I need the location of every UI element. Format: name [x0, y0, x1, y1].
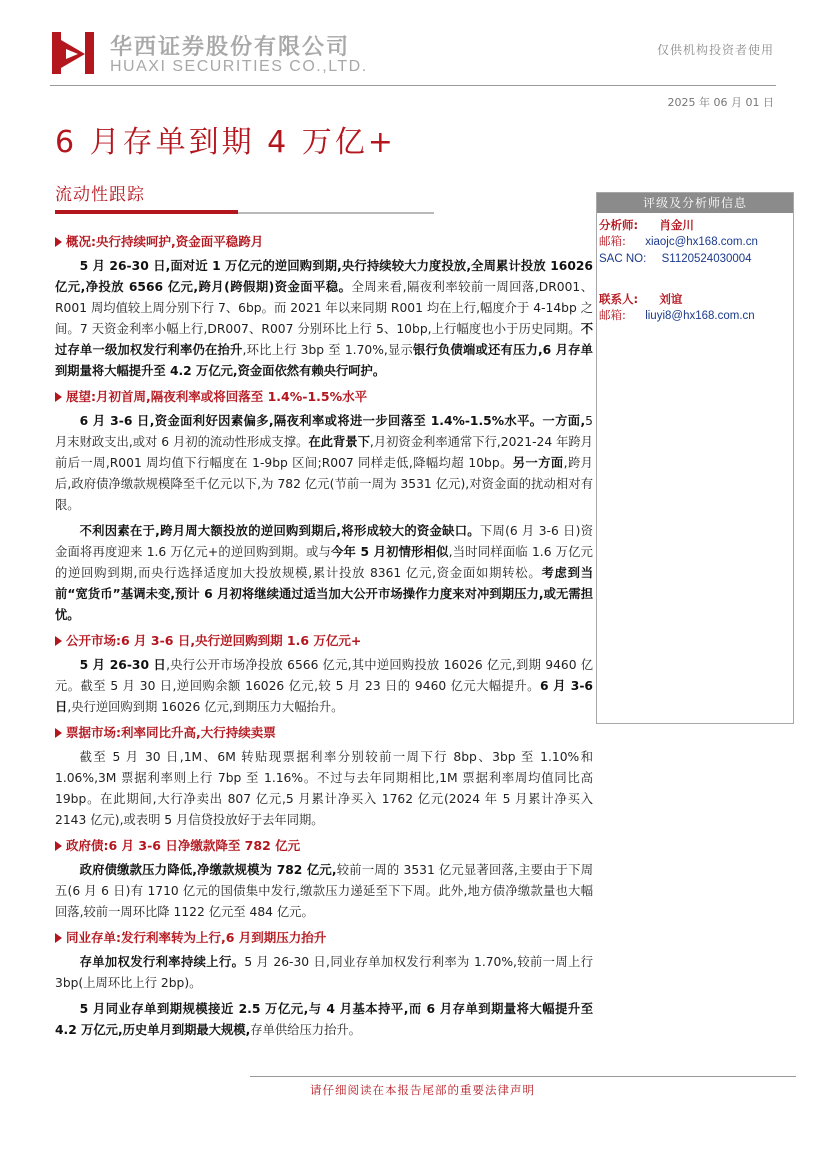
body-text: 下周(6 月 3-6 日)资金面将再度迎来 1.6 万亿元+的逆回购到期。或与	[55, 524, 593, 559]
emphasis-text: 不过存单一级加权发行利率仍在抬升	[55, 322, 593, 357]
triangle-bullet-icon	[55, 933, 62, 943]
contact-email-row	[597, 307, 793, 324]
section-heading-text: 政府债:6 月 3-6 日净缴款降至 782 亿元	[66, 838, 301, 853]
body-paragraph	[55, 521, 593, 626]
body-text: 较前一周的 3531 亿元显著回落,主要由于下周五(6 月 6 日)有 1710 亿元的国债集中发行,缴款压力递延至下下周。此外,地方债净缴款量也大幅回落,较前一周环比降 1122 亿元至 484 亿元。	[55, 863, 593, 919]
section-heading	[55, 232, 593, 252]
company-name-cn: 华西证券股份有限公司	[110, 35, 351, 60]
analyst-name: 肖金川	[659, 218, 694, 232]
emphasis-text: 另一方面	[512, 456, 564, 470]
usage-note: 仅供机构投资者使用	[656, 43, 774, 57]
body-paragraph	[55, 999, 593, 1041]
footer-divider	[250, 1076, 796, 1077]
emphasis-text: 5 月 26-30 日,面对近 1 万亿元的逆回购到期,央行持续较大力度投放,全周累计投放 16026 亿元,净投放 6566 亿元,跨月(跨假期)资金面平稳。	[55, 259, 593, 294]
emphasis-text: 银行负债端或还有压力,6 月存单到期量将大幅提升至 4.2 万亿元,资金面依然有赖央行呵护。	[55, 343, 593, 378]
emphasis-text: 考虑到当前“宽货币”基调未变,预计 6 月初将继续通过适当加大公开市场操作力度来对冲到期压力,或无需担忧。	[55, 566, 593, 622]
report-date: 2025 年 06 月 01 日	[667, 96, 774, 109]
emphasis-text: 6 月 3-6 日,资金面利好因素偏多,隔夜利率或将进一步回落至 1.4%-1.5%水平。一方面,	[79, 414, 586, 428]
body-paragraph	[55, 256, 593, 382]
analyst-info-panel	[596, 192, 794, 724]
footer-disclaimer: 请仔细阅读在本报告尾部的重要法律声明	[310, 1083, 535, 1097]
section-heading	[55, 928, 593, 948]
analyst-email[interactable]: xiaojc@hx168.com.cn	[645, 236, 758, 248]
body-text: 存单供给压力抬升。	[250, 1023, 361, 1037]
section-heading-text: 展望:月初首周,隔夜利率或将回落至 1.4%-1.5%水平	[66, 389, 368, 404]
contact-row	[597, 291, 793, 307]
emphasis-text: 存单加权发行利率持续上行。	[79, 955, 245, 969]
section-heading-text: 概况:央行持续呵护,资金面平稳跨月	[66, 234, 264, 249]
triangle-bullet-icon	[55, 728, 62, 738]
body-text: 5 月末财政支出,或对 6 月初的流动性形成支撑。	[55, 414, 593, 449]
triangle-bullet-icon	[55, 237, 62, 247]
body-paragraph	[55, 747, 593, 831]
analyst-row	[597, 217, 793, 233]
body-text: ,环比上行 3bp 至 1.70%,显示	[242, 343, 413, 357]
triangle-bullet-icon	[55, 636, 62, 646]
contact-label: 联系人:	[599, 292, 639, 306]
header-divider	[50, 85, 776, 86]
body-text: ,当时同样面临 1.6 万亿元的逆回购到期,而央行选择适度加大投放规模,累计投放 8361 亿元,资金面如期转松。	[55, 545, 593, 580]
body-paragraph	[55, 860, 593, 923]
huaxi-logo-icon	[50, 30, 96, 76]
body-text: 截至 5 月 30 日,1M、6M 转贴现票据利率分别较前一周下行 8bp、3bp 至 1.10%和 1.06%,3M 票据利率则上行 7bp 至 1.16%。不过与去年同期相比,1M 票据利率周均值同比高 19bp。在此期间,大行净卖出 807 亿元,5 月累计净买入 1762 亿元(2024 年 5 月累计净买入 2143 亿元),或表明 5 月信贷投放好于去年同期。	[55, 750, 593, 827]
body-text: ,央行逆回购到期 16026 亿元,到期压力大幅抬升。	[67, 700, 344, 714]
sac-number: S1120524030004	[661, 253, 752, 265]
contact-name: 刘谊	[659, 292, 683, 306]
category-underline-gray	[238, 212, 434, 214]
body-text: 5 月 26-30 日,同业存单加权发行利率为 1.70%,较前一周上行 3bp(上周环比上行 2bp)。	[55, 955, 593, 990]
report-category: 流动性跟踪	[55, 185, 145, 205]
body-paragraph	[55, 655, 593, 718]
emphasis-text: 政府债缴款压力降低,净缴款规模为 782 亿元,	[79, 863, 337, 877]
triangle-bullet-icon	[55, 841, 62, 851]
emphasis-text: 不利因素在于,跨月周大额投放的逆回购到期后,将形成较大的资金缺口。	[79, 524, 480, 538]
body-text: ,跨月后,政府债净缴款规模降至千亿元以下,为 782 亿元(节前一周为 3531 亿元),对资金面的扰动相对有限。	[55, 456, 593, 512]
body-paragraph	[55, 952, 593, 994]
emphasis-text: 今年 5 月初情形相似	[331, 545, 449, 559]
sac-label: SAC NO:	[599, 253, 647, 265]
analyst-info-heading: 评级及分析师信息	[597, 193, 793, 213]
section-heading	[55, 387, 593, 407]
contact-email-label: 邮箱:	[599, 308, 626, 322]
section-heading	[55, 836, 593, 856]
analyst-email-label: 邮箱:	[599, 234, 626, 248]
emphasis-text: 5 月 26-30 日	[79, 658, 167, 672]
report-title: 6 月存单到期 4 万亿+	[55, 125, 396, 160]
category-underline-red	[55, 210, 238, 214]
emphasis-text: 在此背景下	[308, 435, 370, 449]
section-heading-text: 公开市场:6 月 3-6 日,央行逆回购到期 1.6 万亿元+	[66, 633, 362, 648]
section-heading-text: 同业存单:发行利率转为上行,6 月到期压力抬升	[66, 930, 327, 945]
section-heading	[55, 723, 593, 743]
analyst-label: 分析师:	[599, 218, 639, 232]
emphasis-text: 5 月同业存单到期规模接近 2.5 万亿元,与 4 月基本持平,而 6 月存单到期量将大幅提升至 4.2 万亿元,历史单月到期最大规模,	[55, 1002, 593, 1037]
body-text: 全周来看,隔夜利率较前一周回落,DR001、R001 周均值较上周分别下行 7、6bp。而 2021 年以来同期 R001 均在上行,幅度介于 4-14bp 之间。7 天资金利率小幅上行,DR007、R007 分别环比上行 5、10bp,上行幅度也小于历史同期。	[55, 280, 593, 336]
contact-email[interactable]: liuyi8@hx168.com.cn	[645, 310, 755, 322]
section-heading	[55, 631, 593, 651]
body-text: ,月初资金利率通常下行,2021-24 年跨月前后一周,R001 周均值下行幅度在 1-9bp 区间;R007 同样走低,降幅均超 10bp。	[55, 435, 593, 470]
sac-row	[597, 250, 793, 267]
body-text: ,央行公开市场净投放 6566 亿元,其中逆回购投放 16026 亿元,到期 9460 亿元。截至 5 月 30 日,逆回购余额 16026 亿元,较 5 月 23 日的 9460 亿元大幅提升。	[55, 658, 593, 693]
company-name-en: HUAXI SECURITIES CO.,LTD.	[110, 58, 368, 75]
body-paragraph	[55, 411, 593, 516]
triangle-bullet-icon	[55, 392, 62, 402]
section-heading-text: 票据市场:利率同比升高,大行持续卖票	[66, 725, 276, 740]
report-body	[55, 230, 593, 1046]
emphasis-text: 6 月 3-6 日	[55, 679, 593, 714]
analyst-email-row	[597, 233, 793, 250]
